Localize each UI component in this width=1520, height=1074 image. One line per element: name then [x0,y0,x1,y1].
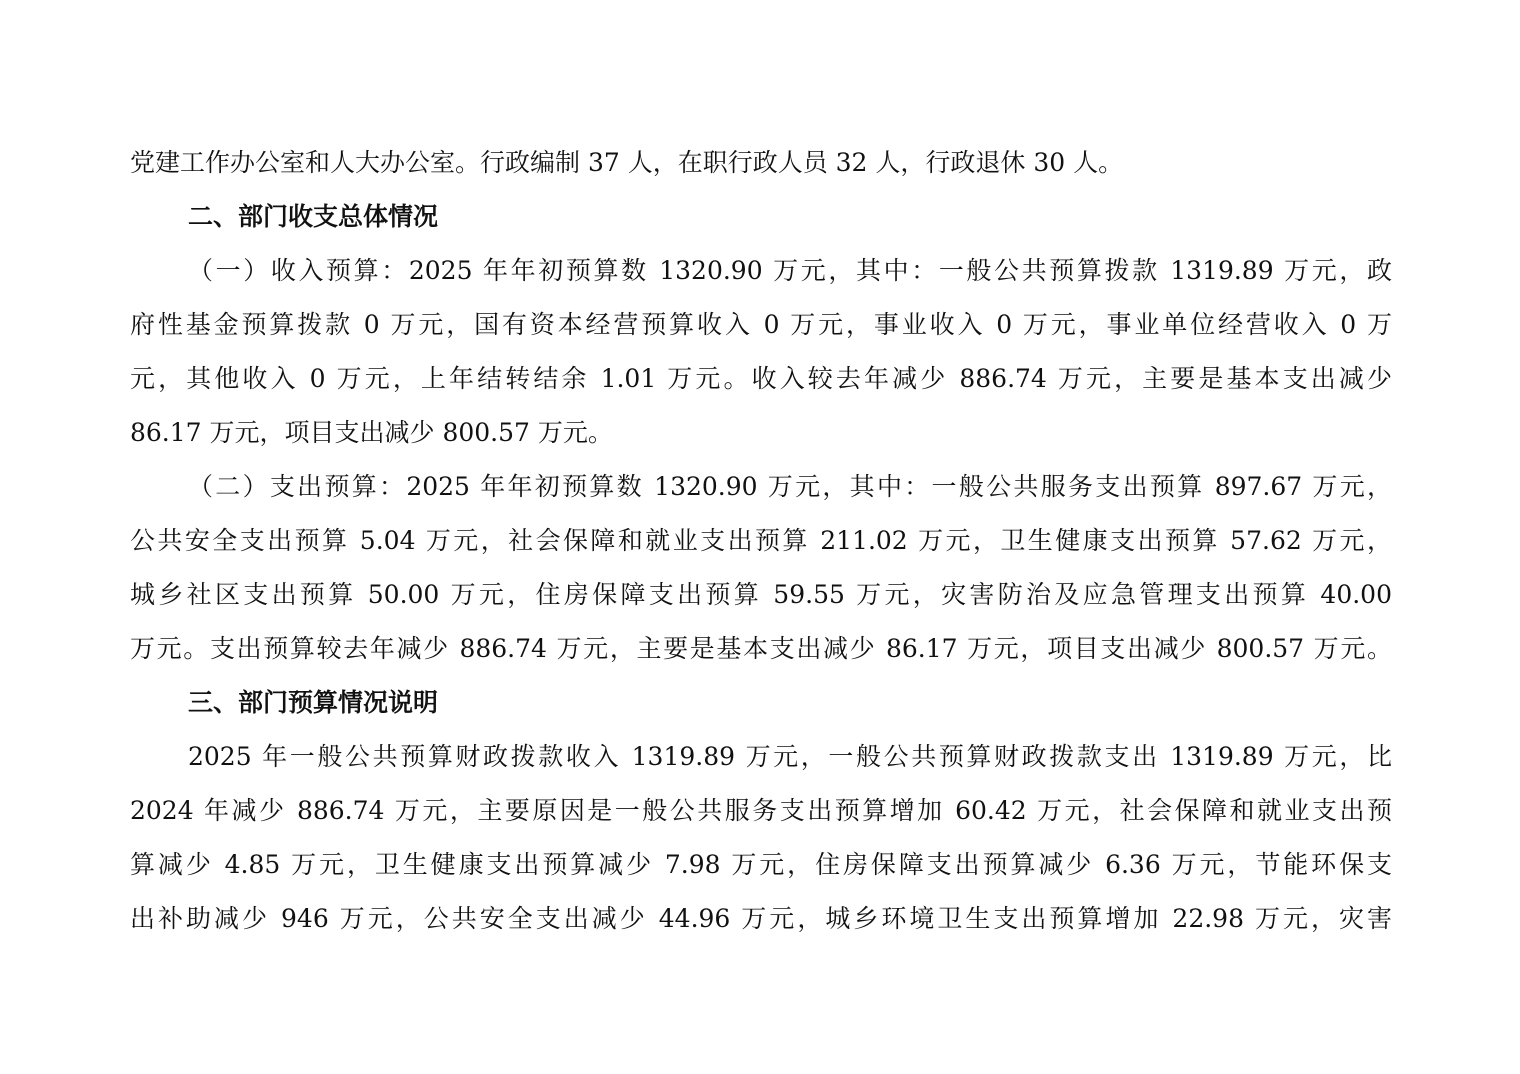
paragraph-line: 2024 年减少 886.74 万元，主要原因是一般公共服务支出预算增加 60.42 万元，社会保障和就业支出预 [130,796,1392,825]
paragraph-line: （一）收入预算：2025 年年初预算数 1320.90 万元，其中：一般公共预算拨款 1319.89 万元，政 [188,256,1392,285]
paragraph-line: 城乡社区支出预算 50.00 万元，住房保障支出预算 59.55 万元，灾害防治及应急管理支出预算 40.00 [130,580,1392,609]
paragraph-line: （二）支出预算：2025 年年初预算数 1320.90 万元，其中：一般公共服务支出预算 897.67 万元， [188,472,1392,501]
paragraph-line: 公共安全支出预算 5.04 万元，社会保障和就业支出预算 211.02 万元，卫生健康支出预算 57.62 万元， [130,526,1392,555]
paragraph-line: 元，其他收入 0 万元，上年结转结余 1.01 万元。收入较去年减少 886.74 万元，主要是基本支出减少 [130,364,1392,393]
paragraph-line: 府性基金预算拨款 0 万元，国有资本经营预算收入 0 万元，事业收入 0 万元，事业单位经营收入 0 万 [130,310,1392,339]
paragraph-line: 党建工作办公室和人大办公室。行政编制 37 人，在职行政人员 32 人，行政退休 30 人。 [130,148,1124,177]
section-heading-income-expense: 二、部门收支总体情况 [188,202,439,231]
document-page [130,136,1392,946]
paragraph-line: 出补助减少 946 万元，公共安全支出减少 44.96 万元，城乡环境卫生支出预算增加 22.98 万元，灾害 [130,904,1392,933]
paragraph-line: 2025 年一般公共预算财政拨款收入 1319.89 万元，一般公共预算财政拨款支出 1319.89 万元，比 [188,742,1392,771]
section-heading-budget-description: 三、部门预算情况说明 [188,688,439,717]
paragraph-line: 万元。支出预算较去年减少 886.74 万元，主要是基本支出减少 86.17 万元，项目支出减少 800.57 万元。 [130,634,1392,663]
paragraph-line: 算减少 4.85 万元，卫生健康支出预算减少 7.98 万元，住房保障支出预算减少 6.36 万元，节能环保支 [130,850,1392,879]
paragraph-line: 86.17 万元，项目支出减少 800.57 万元。 [130,418,613,447]
